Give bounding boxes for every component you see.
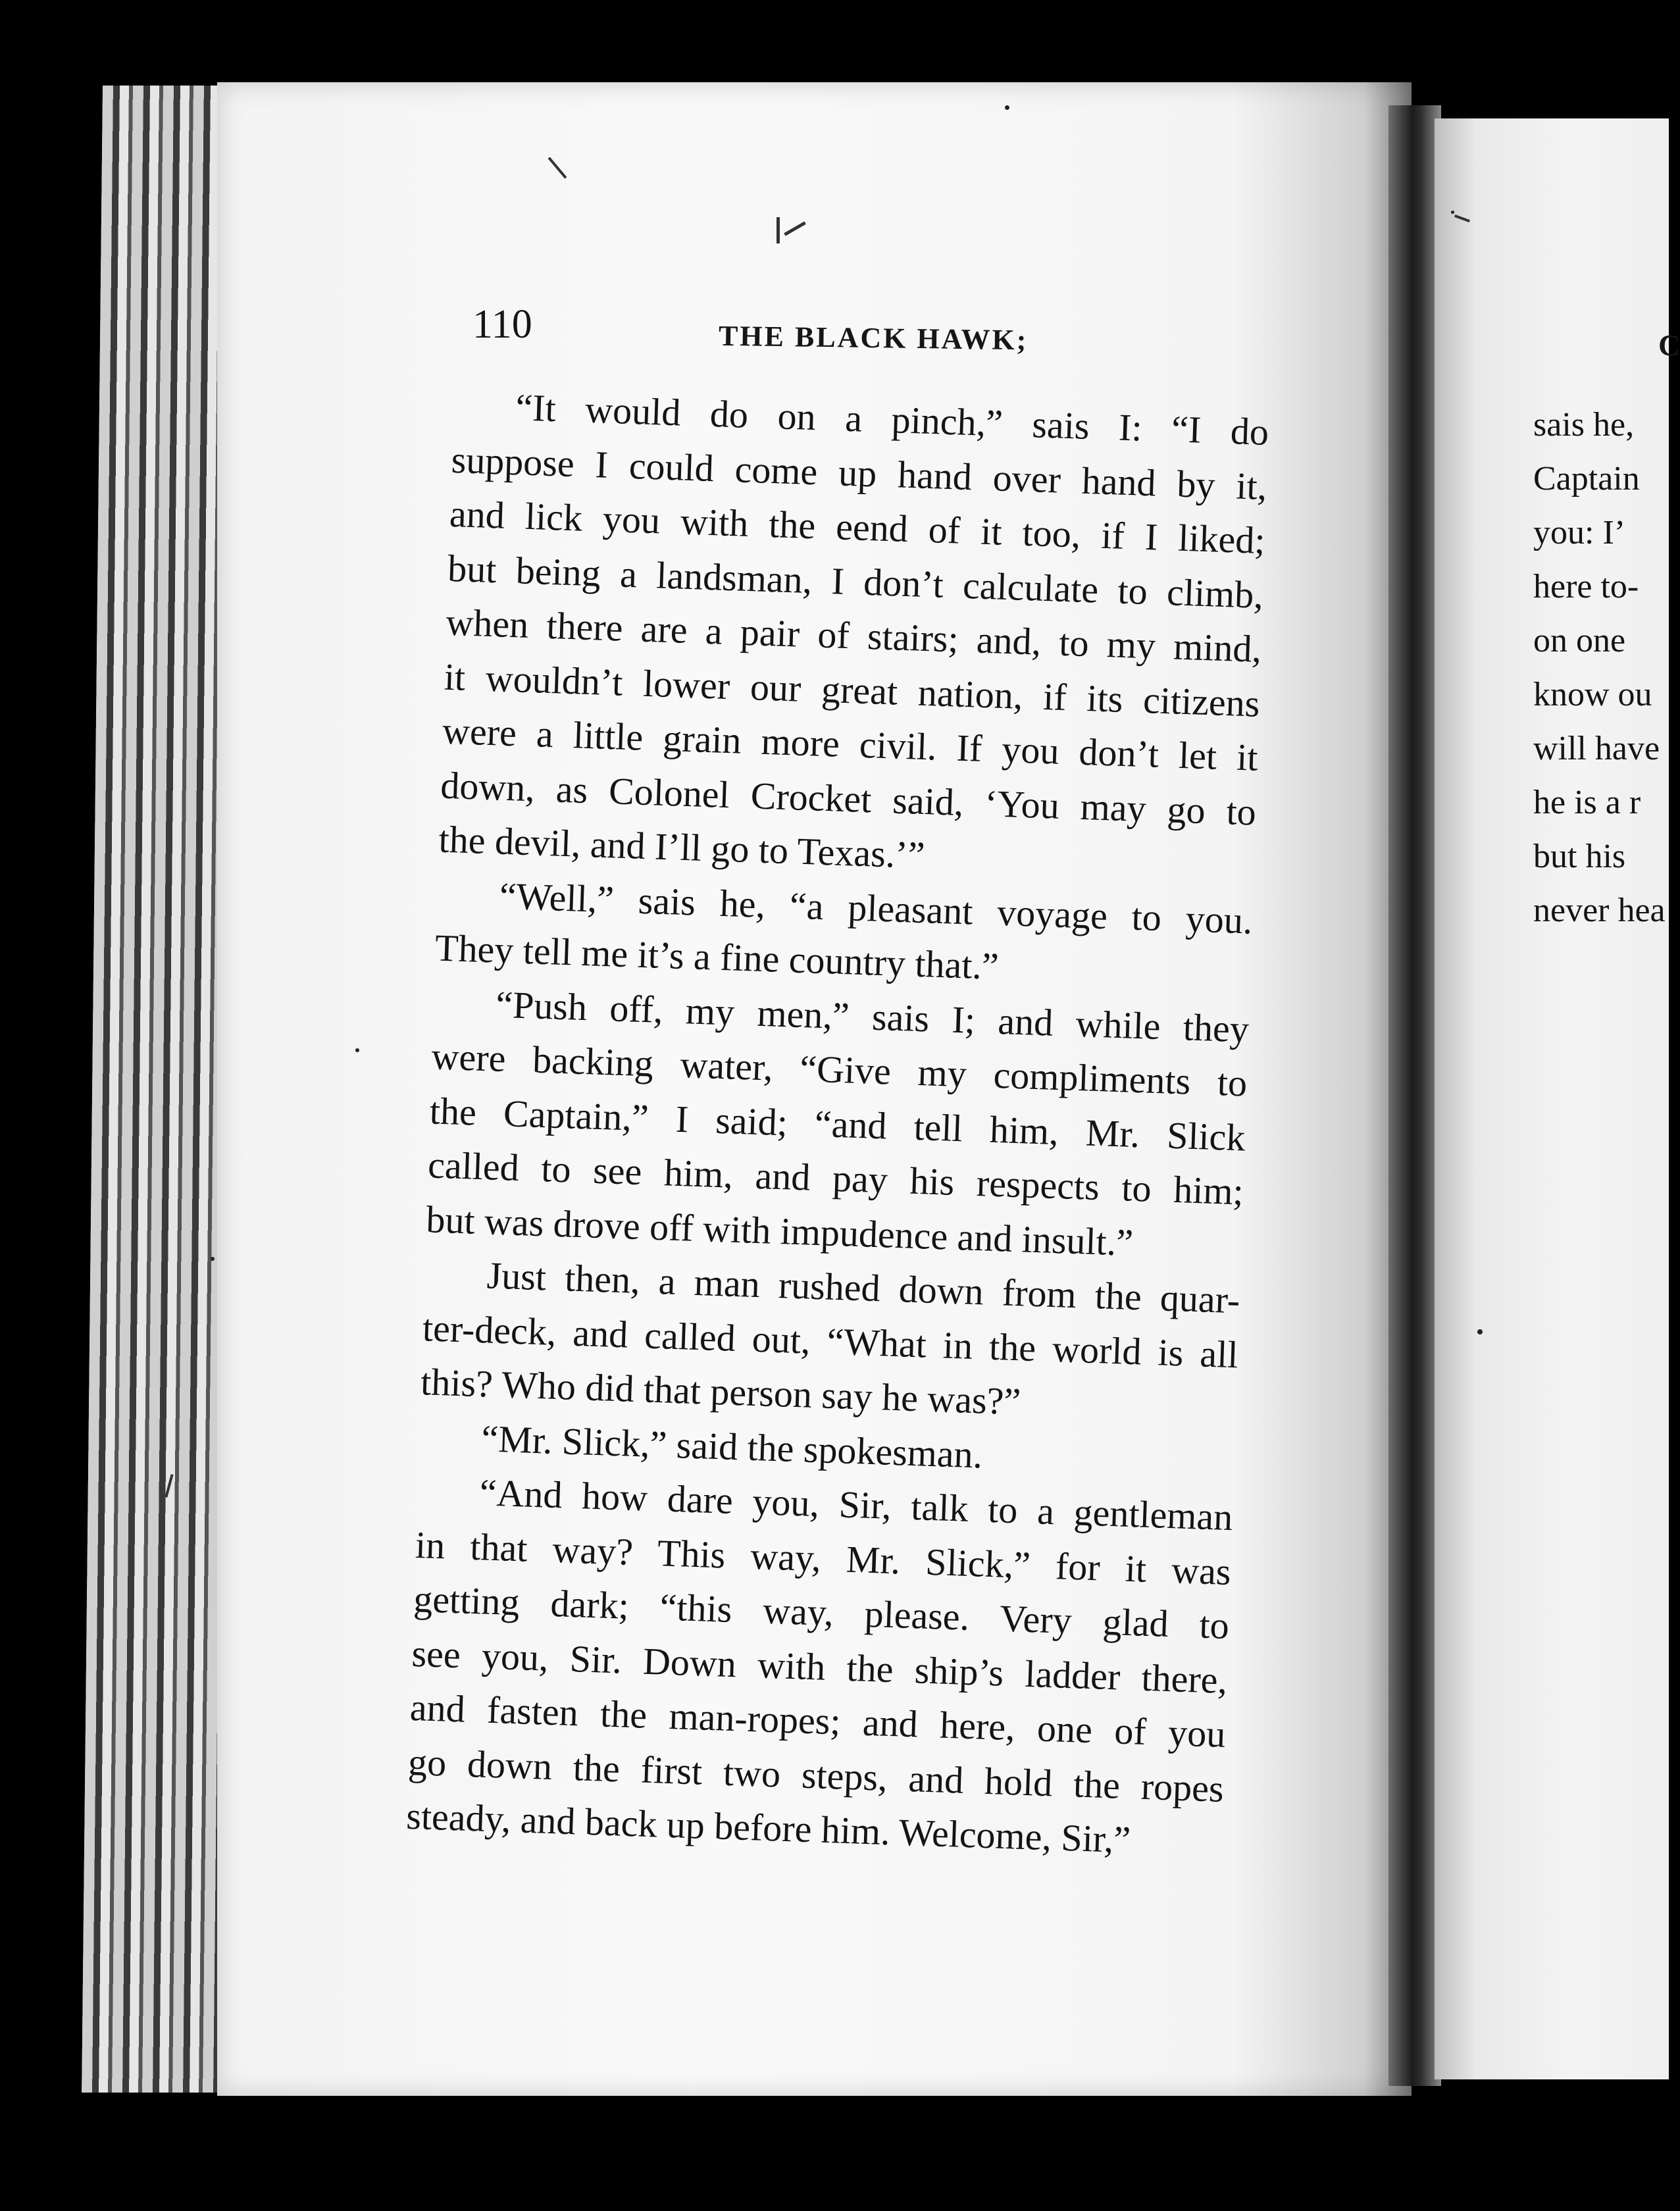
text-line: sais he,: [1533, 406, 1635, 444]
scan-speck: [1477, 1329, 1483, 1334]
text-line: were a little grain more civil. If you don’t let it: [442, 709, 1259, 779]
text-line: here to-: [1533, 568, 1639, 605]
text-line: see you, Sir. Down with the ship’s ladder there,: [411, 1631, 1229, 1702]
text-line: it wouldn’t lower our great nation, if its citizens: [443, 655, 1261, 725]
text-line: ter-deck, and called out, “What in the world is all: [422, 1306, 1239, 1376]
text-line: and fasten the man-ropes; and here, one of you: [409, 1685, 1227, 1756]
text-line: you: I’: [1533, 514, 1626, 551]
text-line: “Well,” sais he, “a pleasant voyage to you.: [498, 874, 1254, 942]
text-line: go down the first two steps, and hold the ropes: [407, 1740, 1225, 1810]
text-line: the Captain,” I said; “and tell him, Mr. Slick: [429, 1088, 1246, 1159]
right-running-head: C: [1658, 328, 1680, 362]
text-line: he is a r: [1533, 784, 1641, 821]
scan-speck: [1005, 105, 1009, 110]
page-number: 110: [472, 302, 532, 347]
body-text: [405, 378, 1269, 1870]
text-line: but being a landsman, I don’t calculate to climb,: [447, 546, 1264, 617]
scan-speck: [355, 1048, 359, 1052]
text-line: Captain: [1533, 460, 1640, 497]
text-line: in that way? This way, Mr. Slick,” for it was: [415, 1523, 1232, 1593]
text-line: and lick you with the eend of it too, if I liked;: [449, 492, 1266, 562]
running-title: THE BLACK HAWK;: [718, 319, 1029, 357]
text-line: were backing water, “Give my compliments to: [430, 1034, 1248, 1105]
scan-mark: [776, 217, 780, 243]
text-line: “And how dare you, Sir, talk to a gentleman: [478, 1471, 1234, 1539]
text-line: “Mr. Slick,” said the spokesman.: [480, 1416, 984, 1477]
text-line: know ou: [1533, 676, 1652, 713]
text-line: when there are a pair of stairs; and, to my mind,: [445, 600, 1263, 671]
text-line: this? Who did that person say he was?”: [420, 1360, 1022, 1423]
text-line: They tell me it’s a fine country that.”: [434, 926, 1000, 988]
scan-speck: [1451, 211, 1454, 214]
text-line: on one: [1533, 622, 1626, 659]
text-line: steady, and back up before him. Welcome, Sir,”: [405, 1794, 1132, 1862]
scan-speck: [211, 1257, 215, 1261]
text-line: getting dark; “this way, please. Very glad to: [413, 1577, 1230, 1648]
text-line: suppose I could come up hand over hand by it,: [450, 438, 1268, 508]
text-line: Just then, a man rushed down from the quar-: [486, 1254, 1241, 1322]
text-line: the devil, and I’ll go to Texas.’”: [438, 817, 926, 877]
text-line: will have: [1533, 730, 1660, 767]
right-page-text: [1533, 398, 1678, 938]
text-line: called to see him, and pay his respects to him;: [427, 1143, 1244, 1213]
text-line: but was drove off with impudence and insult.”: [425, 1197, 1134, 1264]
text-line: never hea: [1533, 892, 1666, 929]
text-line: “Push off, my men,” sais I; and while they: [495, 982, 1250, 1051]
text-line: but his: [1533, 838, 1626, 875]
text-line: “It would do on a pinch,” sais I: “I do: [515, 386, 1270, 454]
book-gutter: [1388, 105, 1441, 2086]
text-line: down, as Colonel Crocket said, ‘You may go to: [440, 763, 1257, 834]
